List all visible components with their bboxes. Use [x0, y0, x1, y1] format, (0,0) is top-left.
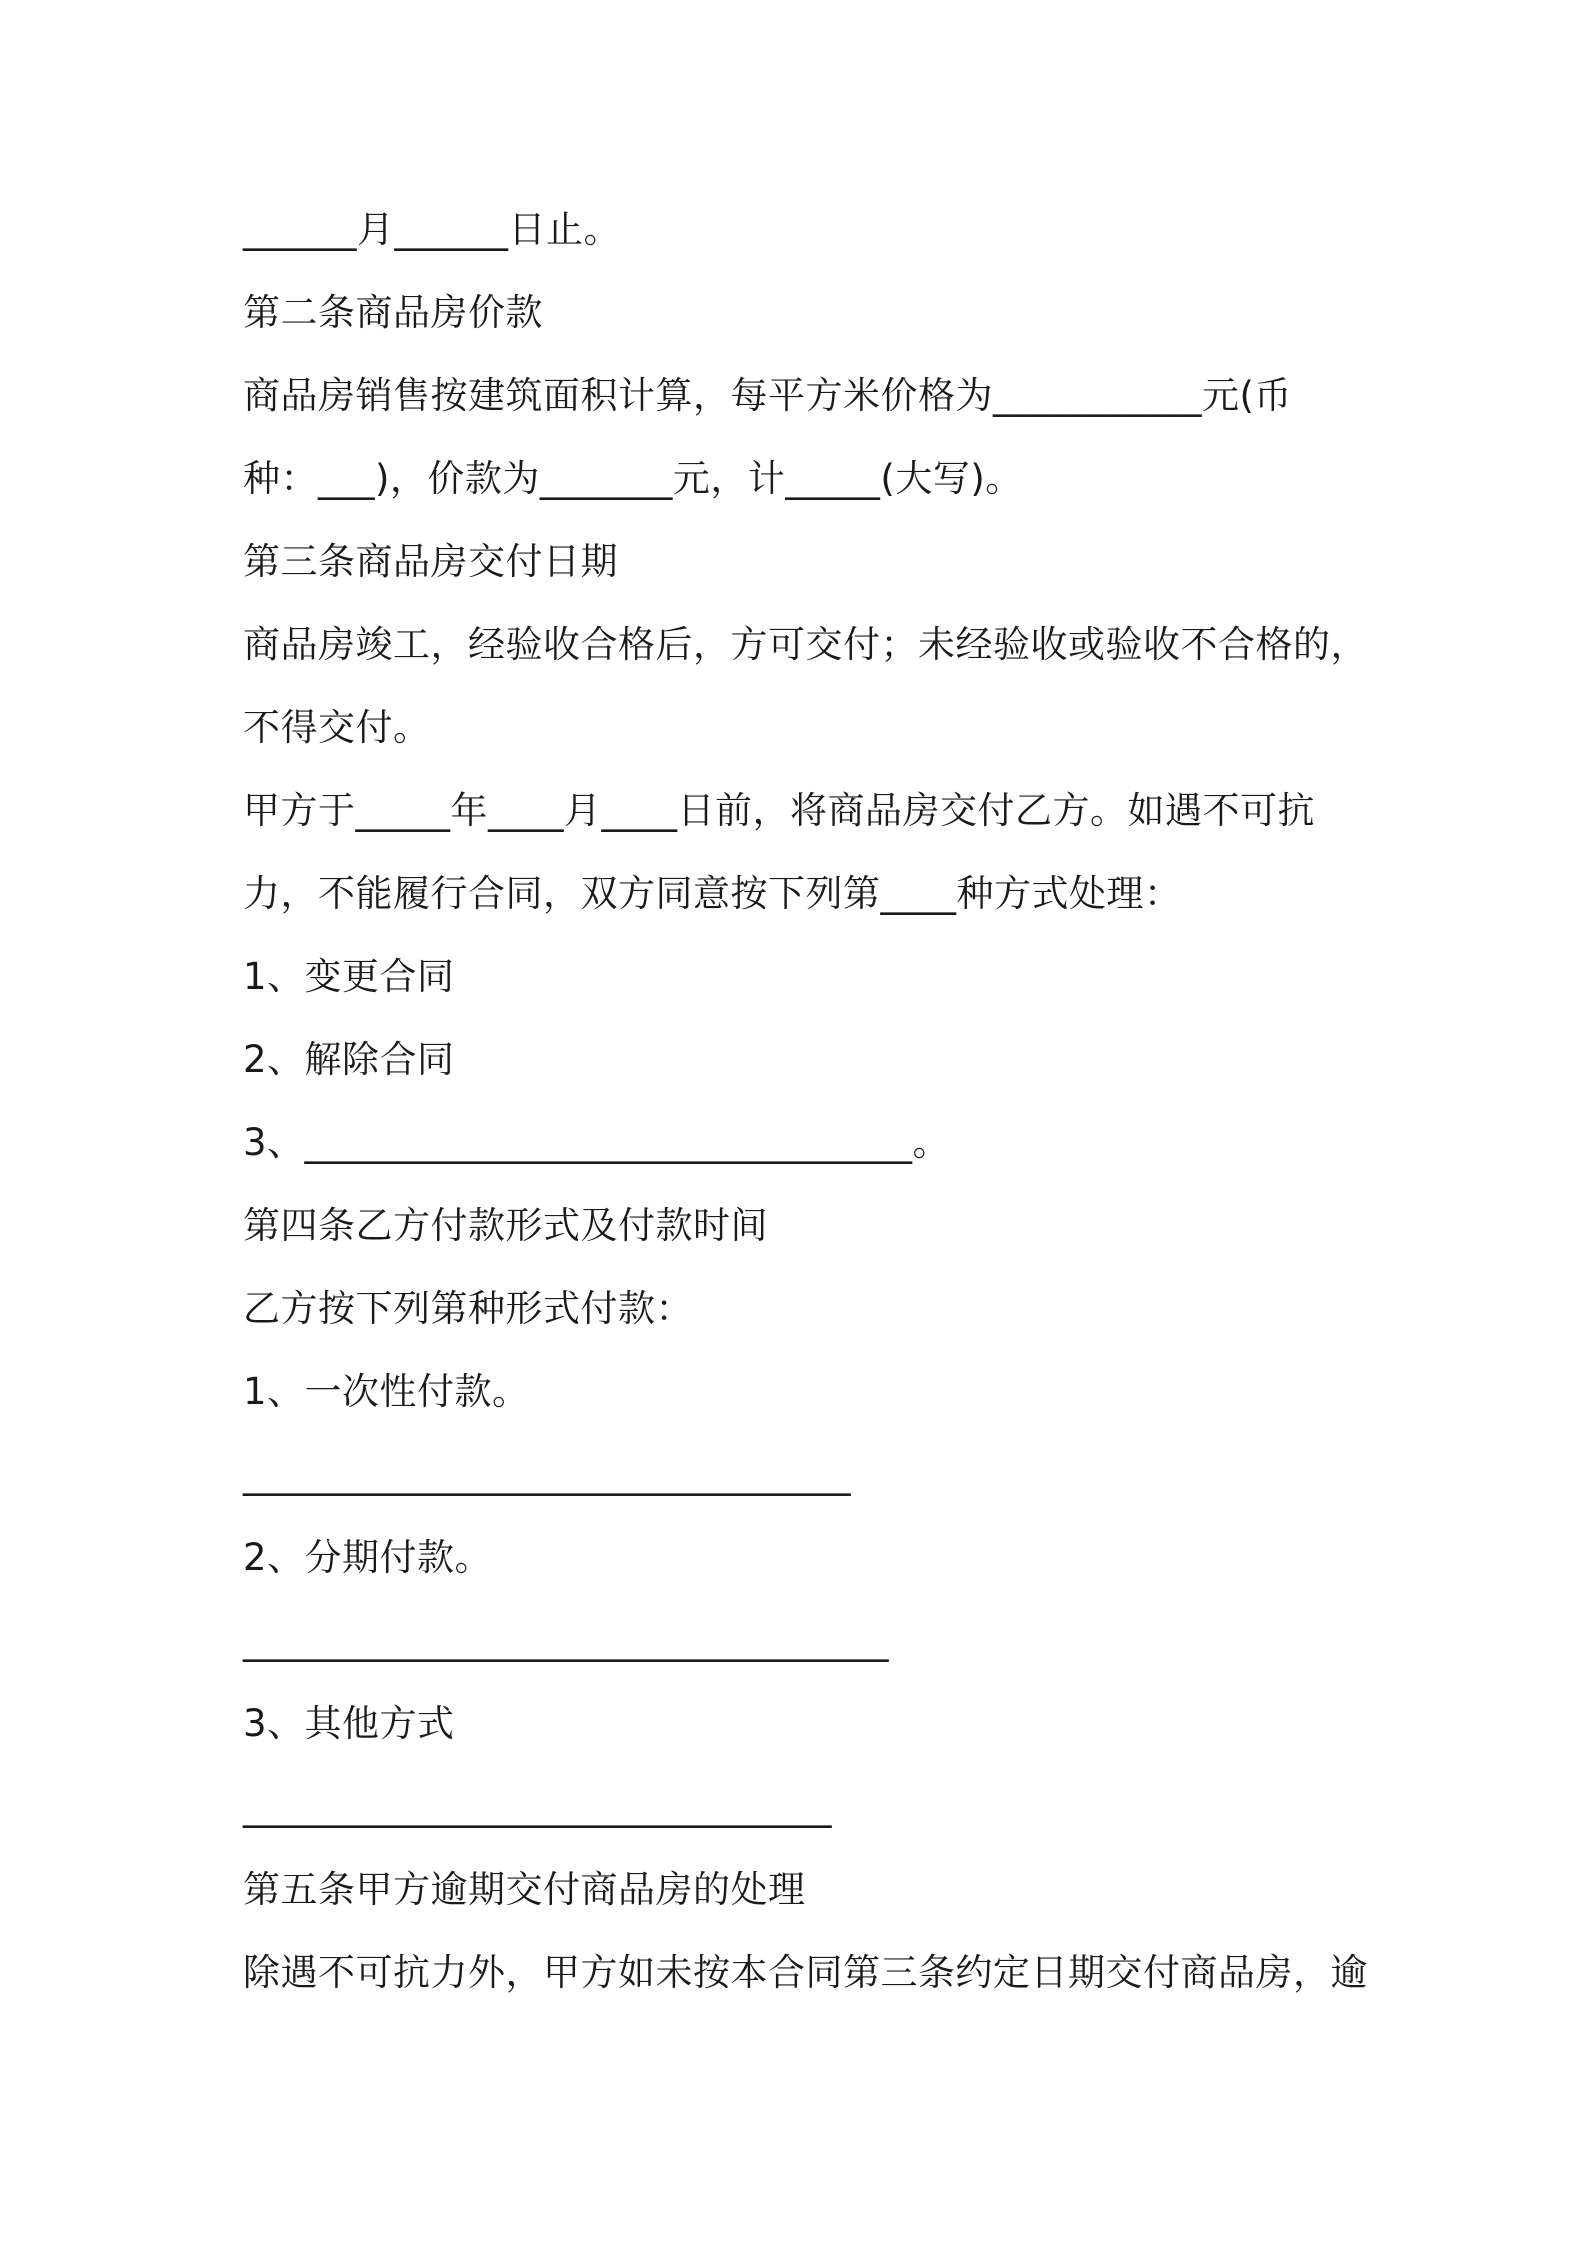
- text-line-payment-intro: 乙方按下列第种形式付款：: [243, 1287, 693, 1330]
- text-line-late-delivery: 除遇不可抗力外，甲方如未按本合同第三条约定日期交付商品房，逾: [243, 1951, 1368, 1994]
- heading-article-5: 第五条甲方逾期交付商品房的处理: [243, 1868, 806, 1911]
- blank-line-installment: __________________________________: [243, 1619, 889, 1662]
- list-item-change-contract: 1、变更合同: [243, 955, 455, 998]
- blank-line-other-method: _______________________________: [243, 1785, 832, 1828]
- text-line-delivery-1: 商品房竣工，经验收合格后，方可交付；未经验收或验收不合格的，: [243, 623, 1368, 666]
- list-item-other-option: 3、________________________________。: [243, 1121, 951, 1164]
- heading-article-4: 第四条乙方付款形式及付款时间: [243, 1204, 768, 1247]
- text-line-delivery-3: 甲方于_____年____月____日前，将商品房交付乙方。如遇不可抗: [243, 789, 1315, 832]
- text-line-delivery-4: 力，不能履行合同，双方同意按下列第____种方式处理：: [243, 872, 1182, 915]
- list-item-installment: 2、分期付款。: [243, 1536, 493, 1579]
- list-item-other-method: 3、其他方式: [243, 1702, 455, 1745]
- text-line-end-date: ______月______日止。: [243, 208, 621, 251]
- text-line-price-2: 种：___)，价款为_______元，计_____(大写)。: [243, 457, 1023, 500]
- heading-article-3: 第三条商品房交付日期: [243, 540, 618, 583]
- heading-article-2: 第二条商品房价款: [243, 291, 543, 334]
- text-line-price-1: 商品房销售按建筑面积计算，每平方米价格为___________元(币: [243, 374, 1292, 417]
- list-item-lump-sum: 1、一次性付款。: [243, 1370, 530, 1413]
- list-item-terminate-contract: 2、解除合同: [243, 1038, 455, 1081]
- blank-line-lump-sum: ________________________________: [243, 1453, 851, 1496]
- text-line-delivery-2: 不得交付。: [243, 706, 431, 749]
